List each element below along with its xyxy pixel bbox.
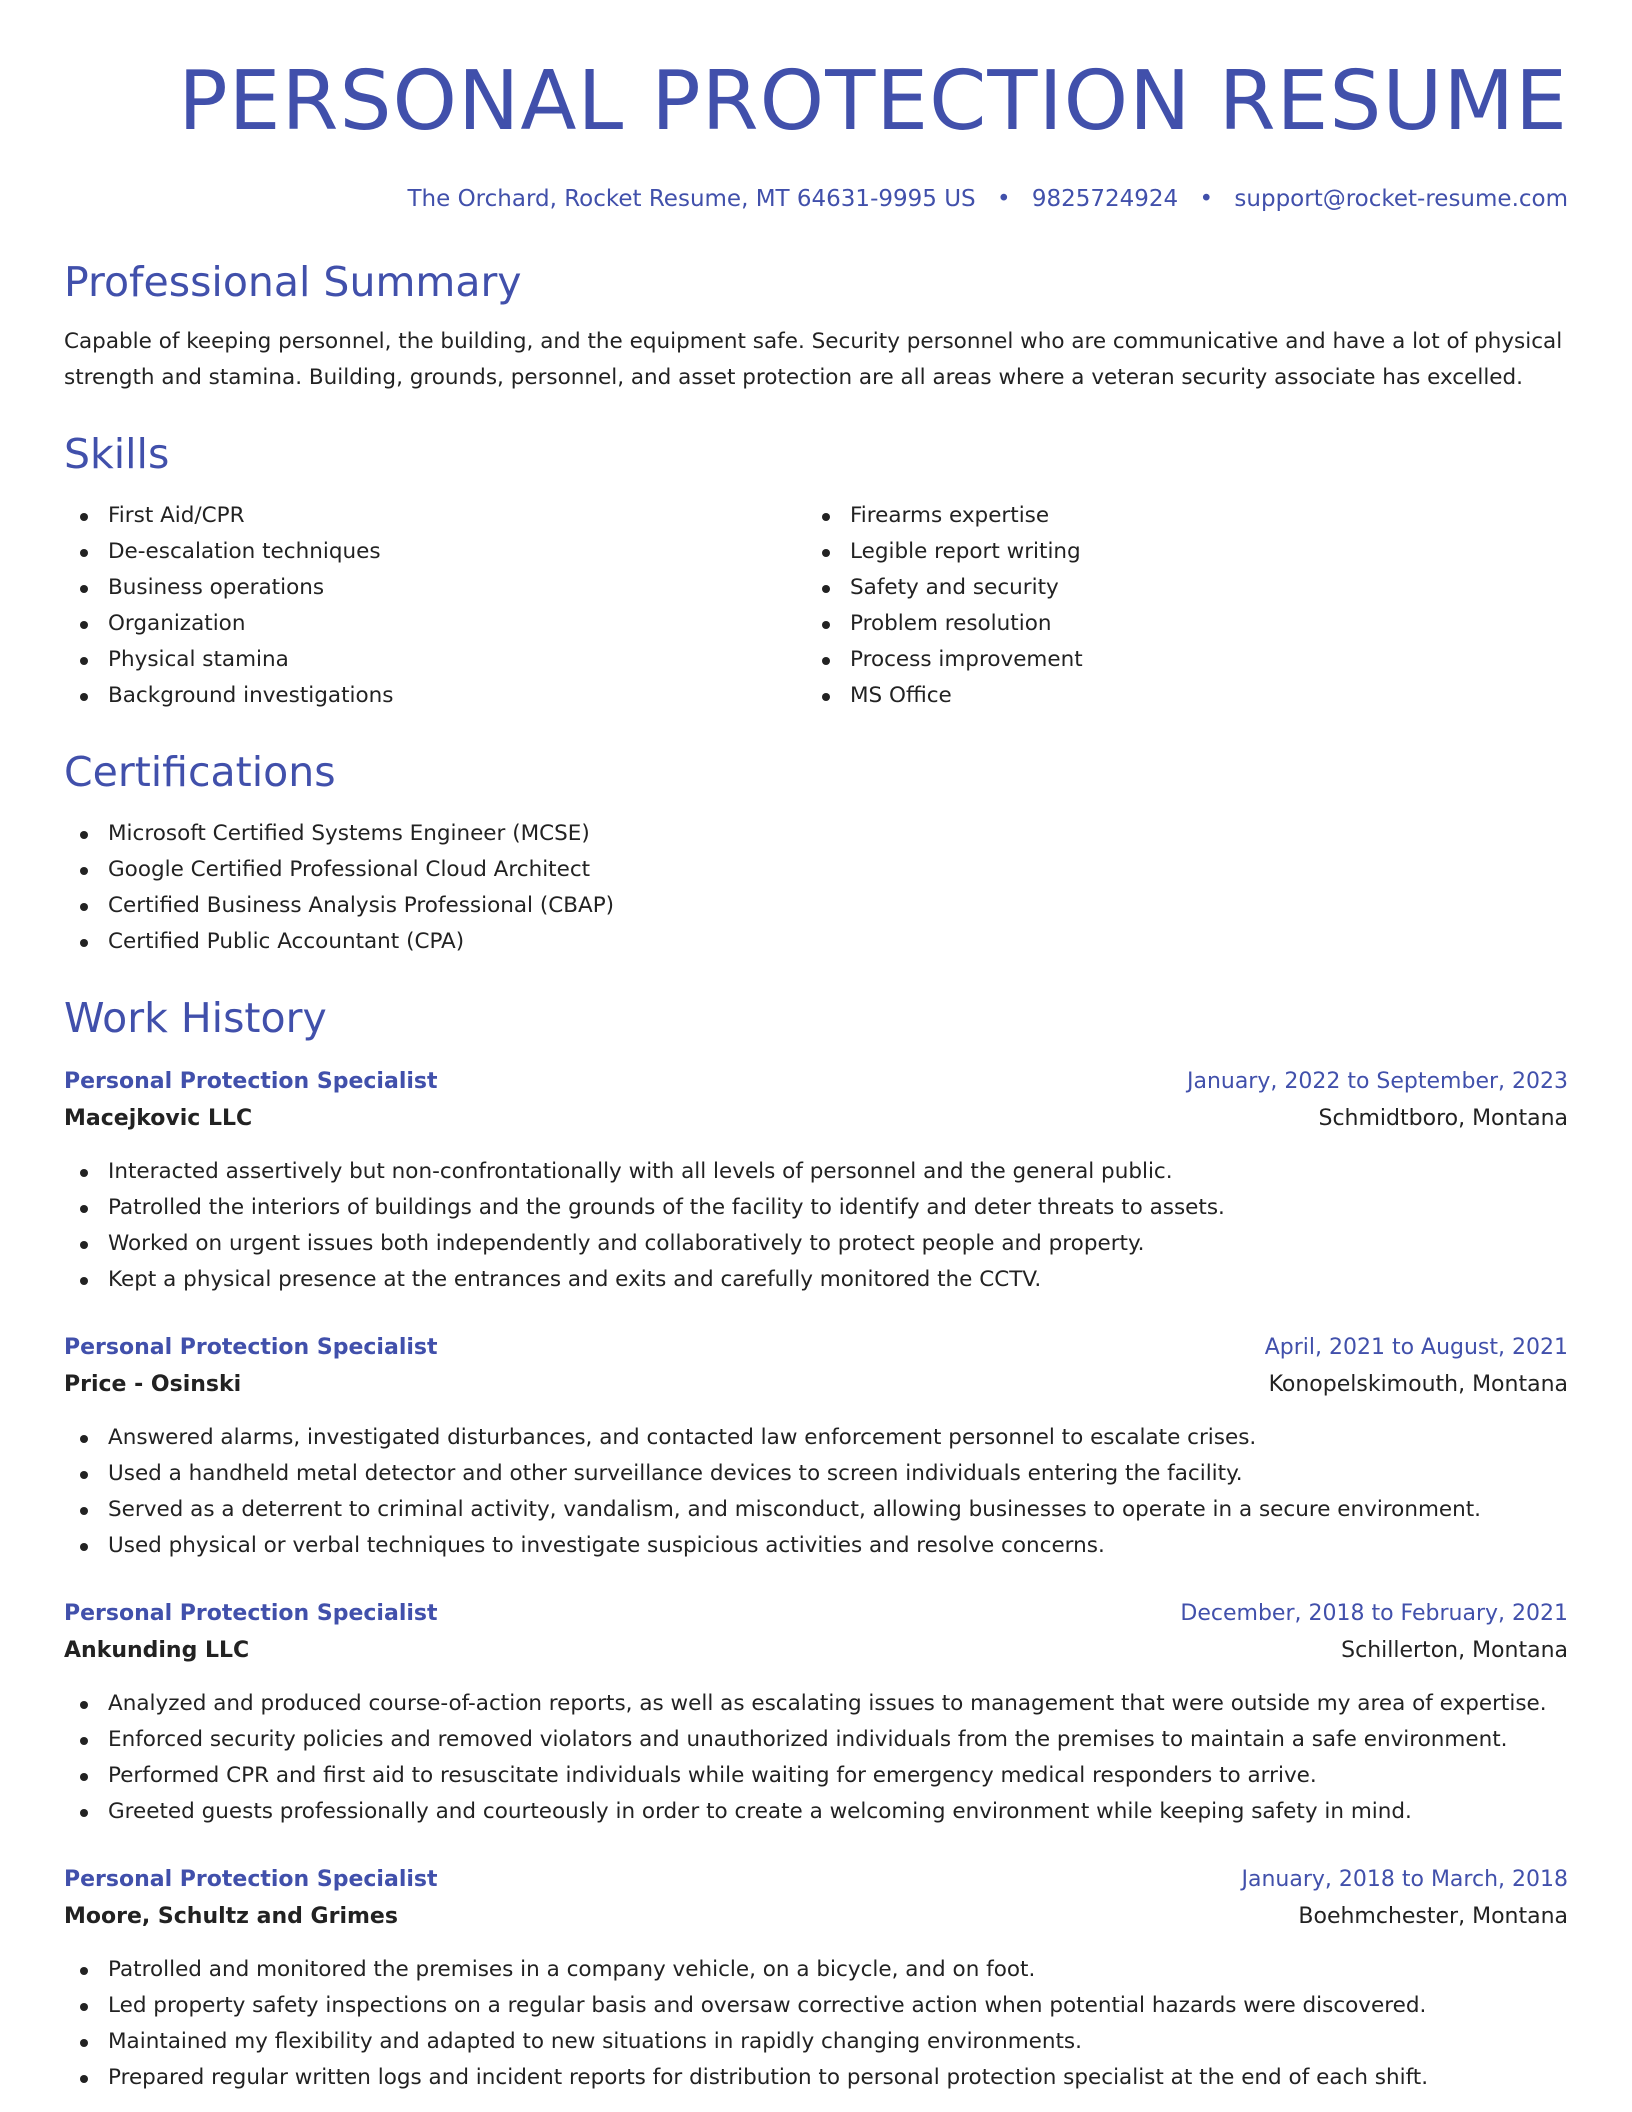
job-bullet: Kept a physical presence at the entrances and exits and carefully monitored the CCTV. (64, 1262, 1568, 1298)
resume-title: PERSONAL PROTECTION RESUME (178, 54, 1568, 149)
job-dates: January, 2022 to September, 2023 (1186, 1069, 1568, 1094)
job-entry (64, 1064, 1568, 1298)
job-dates: December, 2018 to February, 2021 (1180, 1601, 1568, 1626)
job-company: Macejkovic LLC (64, 1106, 253, 1131)
job-bullet: Enforced security policies and removed violators and unauthorized individuals from the premises to maintain a safe environment. (64, 1722, 1568, 1758)
job-location: Schillerton, Montana (1341, 1638, 1568, 1663)
job-bullets (64, 1154, 1568, 1298)
job-dates: January, 2018 to March, 2018 (1241, 1867, 1568, 1892)
job-title: Personal Protection Specialist (64, 1335, 438, 1360)
job-dates: April, 2021 to August, 2021 (1264, 1335, 1568, 1360)
skills-list (64, 498, 1568, 714)
skill-item: Physical stamina (64, 642, 806, 678)
job-bullet: Worked on urgent issues both independently and collaboratively to protect people and property. (64, 1226, 1568, 1262)
job-bullet: Patrolled the interiors of buildings and the grounds of the facility to identify and deter threats to assets. (64, 1190, 1568, 1226)
contact-separator: • (996, 186, 1011, 212)
skills-column-right (806, 498, 1548, 714)
job-bullet: Used physical or verbal techniques to investigate suspicious activities and resolve concerns. (64, 1528, 1568, 1564)
job-location: Boehmchester, Montana (1298, 1904, 1568, 1929)
certification-item: Certified Public Accountant (CPA) (64, 924, 1568, 960)
job-bullet: Used a handheld metal detector and other surveillance devices to screen individuals entering the facility. (64, 1456, 1568, 1492)
skill-item: Legible report writing (806, 534, 1548, 570)
job-bullets (64, 1686, 1568, 1830)
job-bullets (64, 1952, 1568, 2096)
job-location: Schmidtboro, Montana (1318, 1106, 1568, 1131)
job-bullet: Answered alarms, investigated disturbances, and contacted law enforcement personnel to escalate crises. (64, 1420, 1568, 1456)
skill-item: MS Office (806, 678, 1548, 714)
certification-item: Certified Business Analysis Professional (CBAP) (64, 888, 1568, 924)
certifications-list (64, 816, 1568, 960)
job-company: Ankunding LLC (64, 1638, 250, 1663)
section-title-work-history: Work History (64, 994, 327, 1042)
job-location: Konopelskimouth, Montana (1268, 1372, 1568, 1397)
job-bullet: Analyzed and produced course-of-action reports, as well as escalating issues to management that were outside my area of expertise. (64, 1686, 1568, 1722)
skill-item: Organization (64, 606, 806, 642)
skill-item: Process improvement (806, 642, 1548, 678)
summary-text: Capable of keeping personnel, the building, and the equipment safe. Security personnel who are communicative and have a lot of physical strength and stamina. Building, grounds, personnel, and asset protection are all areas where a veteran security associate has excelled. (64, 329, 1563, 390)
job-header (64, 1064, 1568, 1100)
job-subheader (64, 1632, 1568, 1670)
job-company: Price - Osinski (64, 1372, 242, 1397)
certification-item: Google Certified Professional Cloud Architect (64, 852, 1568, 888)
job-header (64, 1596, 1568, 1632)
job-bullet: Performed CPR and first aid to resuscitate individuals while waiting for emergency medical responders to arrive. (64, 1758, 1568, 1794)
job-entry (64, 1596, 1568, 1830)
job-bullet: Led property safety inspections on a regular basis and oversaw corrective action when potential hazards were discovered. (64, 1988, 1568, 2024)
job-header (64, 1330, 1568, 1366)
job-entry (64, 1862, 1568, 2096)
contact-email[interactable]: support@rocket-resume.com (1234, 186, 1568, 212)
job-subheader (64, 1100, 1568, 1138)
job-entry (64, 1330, 1568, 1564)
job-title: Personal Protection Specialist (64, 1069, 438, 1094)
job-subheader (64, 1366, 1568, 1404)
certification-item: Microsoft Certified Systems Engineer (MCSE) (64, 816, 1568, 852)
contact-phone: 9825724924 (1031, 186, 1179, 212)
skill-item: Firearms expertise (806, 498, 1548, 534)
job-bullet: Prepared regular written logs and incident reports for distribution to personal protection specialist at the end of each shift. (64, 2060, 1568, 2096)
section-title-skills: Skills (64, 430, 170, 478)
contact-address: The Orchard, Rocket Resume, MT 64631-9995 US (407, 186, 976, 212)
skill-item: De-escalation techniques (64, 534, 806, 570)
skill-item: Business operations (64, 570, 806, 606)
skill-item: First Aid/CPR (64, 498, 806, 534)
job-bullets (64, 1420, 1568, 1564)
job-bullet: Served as a deterrent to criminal activity, vandalism, and misconduct, allowing businesses to operate in a secure environment. (64, 1492, 1568, 1528)
job-company: Moore, Schultz and Grimes (64, 1904, 398, 1929)
skill-item: Safety and security (806, 570, 1548, 606)
job-bullet: Greeted guests professionally and courteously in order to create a welcoming environment while keeping safety in mind. (64, 1794, 1568, 1830)
job-bullet: Interacted assertively but non-confrontationally with all levels of personnel and the general public. (64, 1154, 1568, 1190)
job-header (64, 1862, 1568, 1898)
job-title: Personal Protection Specialist (64, 1867, 438, 1892)
skill-item: Background investigations (64, 678, 806, 714)
job-bullet: Maintained my flexibility and adapted to new situations in rapidly changing environments. (64, 2024, 1568, 2060)
skill-item: Problem resolution (806, 606, 1548, 642)
skills-column-left (64, 498, 806, 714)
job-subheader (64, 1898, 1568, 1936)
job-bullet: Patrolled and monitored the premises in a company vehicle, on a bicycle, and on foot. (64, 1952, 1568, 1988)
contact-separator: • (1199, 186, 1214, 212)
job-title: Personal Protection Specialist (64, 1601, 438, 1626)
contact-line (64, 182, 1568, 216)
section-title-summary: Professional Summary (64, 258, 522, 306)
section-title-certifications: Certifications (64, 748, 336, 796)
